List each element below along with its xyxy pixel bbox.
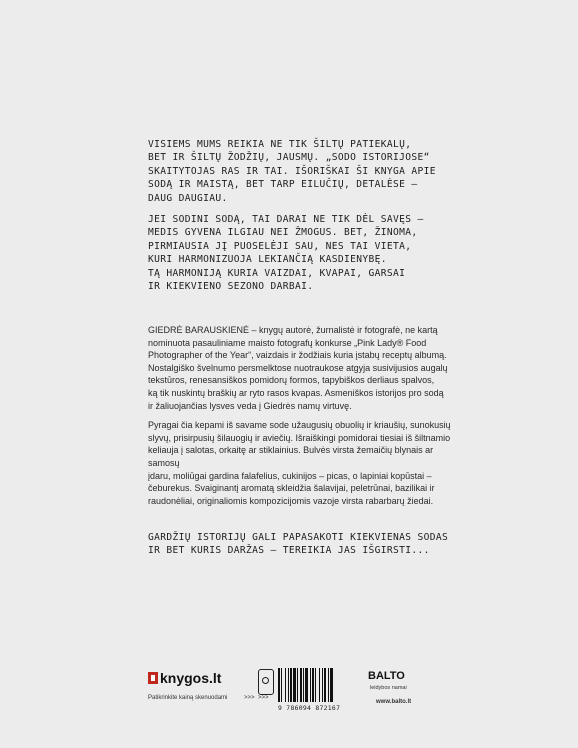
intro-text — [148, 138, 448, 301]
magnifier-icon — [262, 677, 269, 684]
back-cover-footer — [148, 666, 436, 720]
intro-paragraph-1: VISIEMS MUMS REIKIA NE TIK ŠILTŲ PATIEKALŲ, BET IR ŠILTŲ ŽODŽIŲ, JAUSMŲ. „SODO ISTORIJOSE“ SKAITYTOJAS RAS IR TAI. IŠORIŠKAI ŠI KNYGA APIE SODĄ IR MAISTĄ, BET TARP EILUČIŲ, DETALĖSE – DAUG DAUGIAU. — [148, 139, 436, 204]
arrows-left: >>> — [244, 695, 255, 701]
closing-line: GARDŽIŲ ISTORIJŲ GALI PAPASAKOTI KIEKVIENAS SODAS IR BET KURIS DARŽAS – TEREIKIA JAS IŠGIRSTI... — [148, 532, 449, 557]
arrows-right: >>> — [258, 695, 269, 701]
publisher-subtitle: leidybos namai — [370, 685, 407, 691]
knygos-scan-caption: Patikrinkite kainą skenuodami — [148, 695, 228, 701]
publisher-website[interactable]: www.balto.lt — [376, 699, 412, 705]
author-bio — [148, 324, 458, 514]
publisher-logo: BALTO — [368, 670, 405, 682]
bio-paragraph-2: Pyragai čia kepami iš savame sode užaugusių obuolių ir kriaušių, sunokusių slyvų, prisirpusių šilauogių ir aviečių. Išraiškingi pomidorai tiesiai iš šiltnamio keliauja į salotas, orkaitę ar stiklainius. Bulvės virsta žemaičių blynais ar samosų įdaru, moliūgai gardina falafelius, cukinijos – picas, o lapiniai kopūstai – čeburekus. Svaiginantį aromatą skleidžia šalavijai, peletrūnai, bazilikai ir raudonėliai, originaliomis kompozicijomis vazoje virsta rabarbarų žiedai. — [148, 420, 451, 506]
barcode-stripe — [333, 668, 334, 702]
closing-text — [148, 531, 468, 566]
barcode-icon — [278, 666, 358, 702]
intro-paragraph-2: JEI SODINI SODĄ, TAI DARAI NE TIK DĖL SAVĘS – MEDIS GYVENA ILGIAU NEI ŽMOGUS. BET, ŽINOMA, PIRMIAUSIA JĮ PUOSELĖJI SAU, NES TAI VIETA, KURI HARMONIZUOJA LEKIANČIĄ KASDIENYBĘ. TĄ HARMONIJĄ KURIA VAIZDAI, KVAPAI, GARSAI IR KIEKVIENO SEZONO DARBAI. — [148, 214, 424, 293]
bio-paragraph-1: GIEDRĖ BARAUSKIENĖ – knygų autorė, žurnalistė ir fotografė, ne kartą nominuota pasauliniame maisto fotografų konkurse „Pink Lady® Food Photographer of the Year“, vaizdais ir žodžiais kuria įstabų receptų albumą. Nostalgiško švelnumo persmelktose nuotraukose atgyja susivijusios augalų tekstūros, renesansiškos pomidorų formos, tapybiškos derliaus spalvos, ką tik nuskintų braškių ar ryto rasos kvapas. Asmeniškos istorijos pro sodą ir žaliuojančias lysves veda į Giedrės namų virtuvę. — [148, 325, 448, 411]
phone-scan-icon — [258, 669, 274, 695]
isbn-digits: 9 786094 872167 — [278, 704, 341, 712]
knygos-logo-icon — [148, 672, 158, 684]
knygos-logo[interactable] — [148, 670, 221, 686]
knygos-logo-text: knygos.lt — [160, 670, 222, 686]
